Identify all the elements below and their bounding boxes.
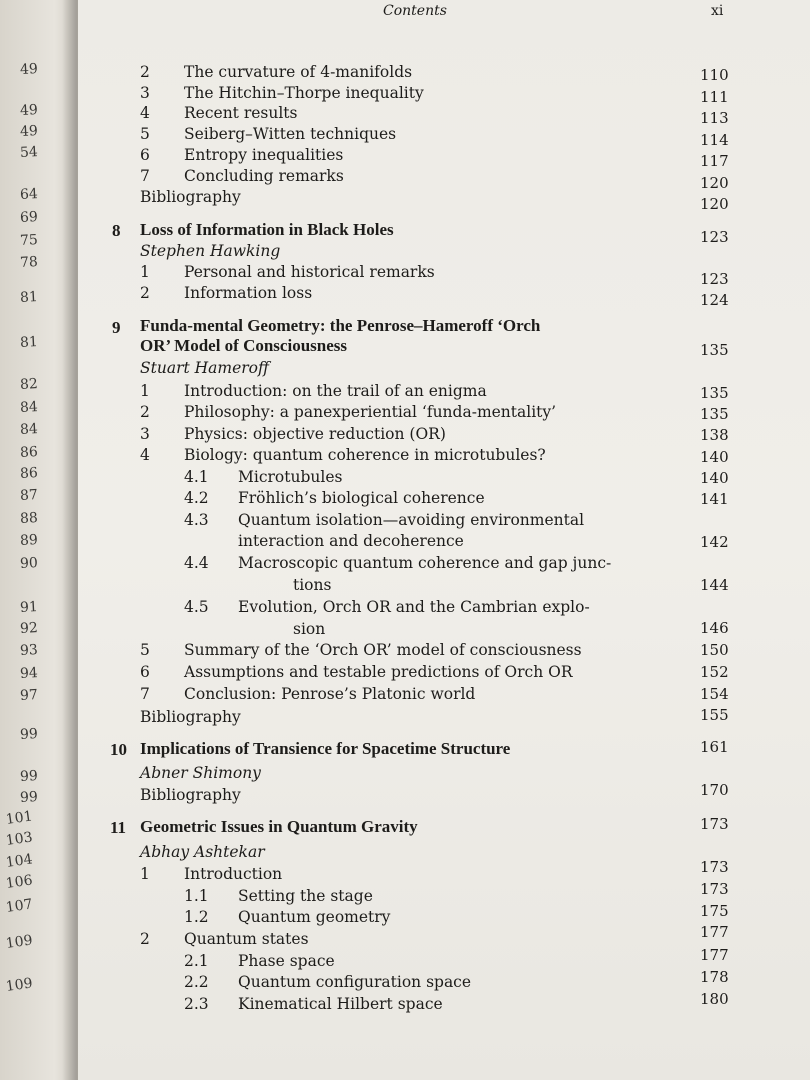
running-header-page-number: xi	[711, 3, 724, 19]
section-title: The curvature of 4-manifolds	[184, 63, 413, 81]
running-header-title: Contents	[383, 3, 447, 19]
facing-page-number: 64	[19, 186, 39, 203]
section-page: 113	[700, 109, 729, 127]
facing-page-number: 86	[19, 444, 39, 461]
facing-page-number: 54	[19, 144, 39, 161]
chapter-page: 173	[700, 815, 729, 833]
bibliography-page: 120	[700, 195, 729, 213]
facing-page-number: 81	[19, 289, 39, 306]
subsection-number: 1.2	[184, 908, 209, 926]
section-number: 3	[140, 425, 150, 443]
subsection-title-continued: interaction and decoherence	[238, 532, 464, 550]
facing-page-number: 99	[19, 789, 39, 806]
facing-page-number: 101	[4, 808, 34, 828]
subsection-number: 2.1	[184, 952, 209, 970]
subsection-title: Microtubules	[238, 468, 343, 486]
section-page: 120	[700, 174, 729, 192]
chapter-page: 161	[700, 738, 729, 756]
chapter-number: 9	[112, 318, 121, 337]
subsection-page: 140	[700, 469, 729, 487]
chapter-title: Funda-mental Geometry: the Penrose–Hameroff ‘Orch	[140, 316, 541, 335]
chapter-title-continued: OR’ Model of Consciousness	[140, 336, 347, 355]
bibliography-page: 170	[700, 781, 729, 799]
facing-page-number: 89	[19, 532, 39, 549]
facing-page-number: 93	[19, 642, 39, 659]
chapter-number: 8	[112, 221, 121, 240]
section-number: 1	[140, 263, 150, 281]
facing-page-number: 84	[19, 399, 39, 416]
section-number: 2	[140, 63, 150, 81]
subsection-page: 175	[700, 902, 729, 920]
section-page: 124	[700, 291, 729, 309]
section-page: 150	[700, 641, 729, 659]
section-title: Seiberg–Witten techniques	[184, 125, 397, 143]
section-number: 2	[140, 284, 150, 302]
facing-page-number: 97	[19, 687, 39, 704]
subsection-title-continued: sion	[293, 620, 326, 638]
section-title: Entropy inequalities	[184, 146, 344, 164]
section-number: 5	[140, 641, 150, 659]
section-page: 152	[700, 663, 729, 681]
subsection-page: 142	[700, 533, 729, 551]
facing-page-number: 82	[19, 376, 39, 393]
facing-page-number: 107	[4, 896, 34, 916]
section-page: 135	[700, 405, 729, 423]
section-title: Personal and historical remarks	[184, 263, 435, 281]
facing-page-number: 49	[19, 102, 39, 119]
facing-page-number: 49	[19, 61, 39, 78]
subsection-number: 4.1	[184, 468, 209, 486]
section-page: 173	[700, 858, 729, 876]
facing-page-number: 87	[19, 487, 39, 504]
facing-page-number: 90	[19, 555, 39, 572]
subsection-page: 180	[700, 990, 729, 1008]
section-title: Conclusion: Penrose’s Platonic world	[184, 685, 476, 703]
subsection-page: 177	[700, 946, 729, 964]
facing-page-number: 84	[19, 421, 39, 438]
section-title: Introduction: on the trail of an enigma	[184, 382, 487, 400]
facing-page-number: 49	[19, 123, 39, 140]
chapter-title: Implications of Transience for Spacetime Structure	[140, 739, 511, 758]
facing-page-number: 103	[4, 829, 34, 849]
chapter-title: Geometric Issues in Quantum Gravity	[140, 817, 418, 836]
section-number: 4	[140, 104, 150, 122]
section-page: 177	[700, 923, 729, 941]
section-page: 114	[700, 131, 729, 149]
section-number: 7	[140, 685, 150, 703]
facing-page-number: 81	[19, 334, 39, 351]
subsection-title: Quantum geometry	[238, 908, 391, 926]
section-page: 111	[700, 88, 729, 106]
section-title: Biology: quantum coherence in microtubules?	[184, 446, 546, 464]
section-title: Assumptions and testable predictions of Orch OR	[184, 663, 573, 681]
subsection-number: 4.5	[184, 598, 209, 616]
section-number: 2	[140, 403, 150, 421]
facing-page-number: 99	[19, 768, 39, 785]
subsection-title: Kinematical Hilbert space	[238, 995, 443, 1013]
chapter-author: Abner Shimony	[140, 764, 261, 782]
subsection-number: 2.3	[184, 995, 209, 1013]
facing-page-number: 109	[4, 932, 34, 952]
subsection-title: Evolution, Orch OR and the Cambrian explo-	[238, 598, 590, 616]
section-number: 5	[140, 125, 150, 143]
subsection-page: 146	[700, 619, 729, 637]
chapter-author: Stuart Hameroff	[140, 359, 269, 377]
section-title: Concluding remarks	[184, 167, 344, 185]
chapter-number: 11	[110, 818, 127, 837]
facing-page-number: 88	[19, 510, 39, 527]
chapter-author: Abhay Ashtekar	[140, 843, 265, 861]
subsection-title: Setting the stage	[238, 887, 373, 905]
section-title: Quantum states	[184, 930, 309, 948]
subsection-title-continued: tions	[293, 576, 332, 594]
section-page: 135	[700, 384, 729, 402]
subsection-title: Macroscopic quantum coherence and gap junc-	[238, 554, 612, 572]
subsection-title: Fröhlich’s biological coherence	[238, 489, 485, 507]
facing-page-number: 91	[19, 599, 39, 616]
section-page: 138	[700, 426, 729, 444]
section-page: 123	[700, 270, 729, 288]
section-number: 3	[140, 84, 150, 102]
section-title: Introduction	[184, 865, 283, 883]
section-title: Information loss	[184, 284, 313, 302]
subsection-page: 141	[700, 490, 729, 508]
subsection-page: 144	[700, 576, 729, 594]
section-number: 6	[140, 146, 150, 164]
bibliography-page: 155	[700, 706, 729, 724]
section-title: Recent results	[184, 104, 298, 122]
subsection-page: 173	[700, 880, 729, 898]
facing-page-number: 106	[4, 872, 34, 892]
subsection-number: 4.4	[184, 554, 209, 572]
facing-page-number: 75	[19, 232, 39, 249]
section-page: 117	[700, 152, 729, 170]
bibliography-entry: Bibliography	[140, 708, 241, 726]
chapter-page: 135	[700, 341, 729, 359]
facing-page-number: 86	[19, 465, 39, 482]
facing-page-number: 94	[19, 665, 39, 682]
section-number: 2	[140, 930, 150, 948]
section-number: 1	[140, 382, 150, 400]
bibliography-entry: Bibliography	[140, 786, 241, 804]
subsection-title: Phase space	[238, 952, 335, 970]
section-number: 1	[140, 865, 150, 883]
section-number: 4	[140, 446, 150, 464]
chapter-title: Loss of Information in Black Holes	[140, 220, 394, 239]
section-title: Physics: objective reduction (OR)	[184, 425, 446, 443]
chapter-number: 10	[110, 740, 127, 759]
subsection-number: 2.2	[184, 973, 209, 991]
facing-page-number: 99	[19, 726, 39, 743]
facing-page-number: 104	[4, 851, 34, 871]
subsection-number: 4.3	[184, 511, 209, 529]
facing-page-number: 69	[19, 209, 39, 226]
section-number: 7	[140, 167, 150, 185]
subsection-number: 4.2	[184, 489, 209, 507]
section-number: 6	[140, 663, 150, 681]
section-title: Summary of the ‘Orch OR’ model of consciousness	[184, 641, 582, 659]
chapter-author: Stephen Hawking	[140, 242, 281, 260]
chapter-page: 123	[700, 228, 729, 246]
bibliography-entry: Bibliography	[140, 188, 241, 206]
section-page: 154	[700, 685, 729, 703]
contents-page	[78, 0, 810, 1080]
section-title: Philosophy: a panexperiential ‘funda-mentality’	[184, 403, 557, 421]
facing-page-number: 78	[19, 254, 39, 271]
subsection-number: 1.1	[184, 887, 209, 905]
section-page: 110	[700, 66, 729, 84]
facing-page-number: 109	[4, 975, 34, 995]
subsection-page: 178	[700, 968, 729, 986]
subsection-title: Quantum isolation—avoiding environmental	[238, 511, 585, 529]
section-title: The Hitchin–Thorpe inequality	[184, 84, 424, 102]
section-page: 140	[700, 448, 729, 466]
facing-page-number: 92	[19, 620, 39, 637]
subsection-title: Quantum configuration space	[238, 973, 472, 991]
